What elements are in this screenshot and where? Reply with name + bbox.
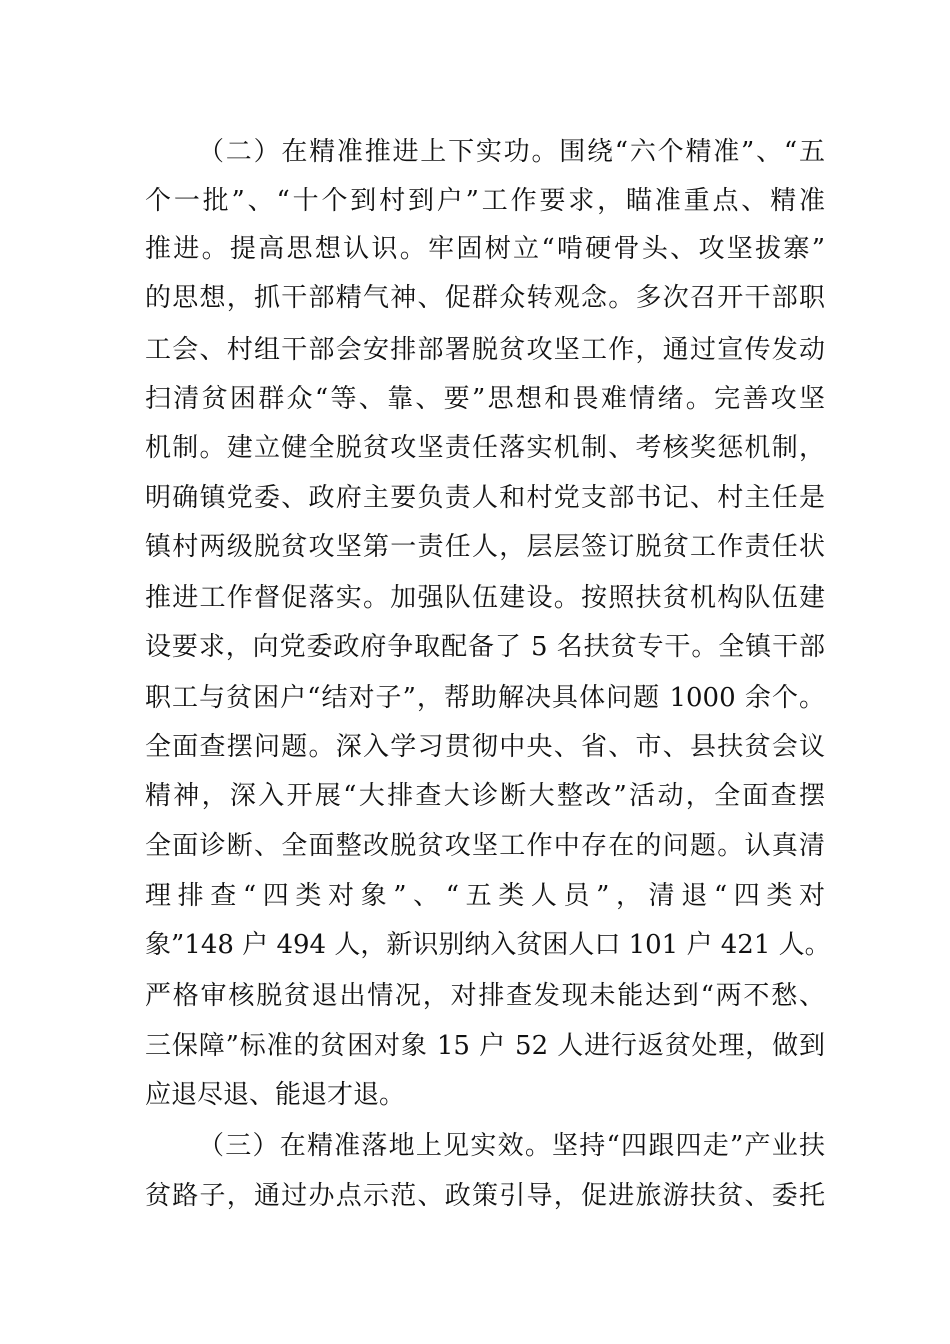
text-line: 推进工作督促落实。加强队伍建设。按照扶贫机构队伍建 [145,583,825,613]
text-line: 设要求，向党委政府争取配备了 5 名扶贫专干。全镇干部 [145,632,825,662]
text-line: 镇村两级脱贫攻坚第一责任人，层层签订脱贫工作责任状 [145,532,825,562]
text-line: 贫路子，通过办点示范、政策引导，促进旅游扶贫、委托 [145,1181,825,1211]
text-line: 全面查摆问题。深入学习贯彻中央、省、市、县扶贫会议 [145,732,825,762]
text-line: 三保障”标准的贫困对象 15 户 52 人进行返贫处理，做到 [145,1031,825,1061]
text-line: 理排查“四类对象”、“五类人员”，清退“四类对 [145,881,825,911]
text-line: 机制。建立健全脱贫攻坚责任落实机制、考核奖惩机制， [145,433,825,463]
text-line: 明确镇党委、政府主要负责人和村党支部书记、村主任是 [145,483,825,513]
text-line: 严格审核脱贫退出情况，对排查发现未能达到“两不愁、 [145,981,825,1011]
text-line: 工会、村组干部会安排部署脱贫攻坚工作，通过宣传发动 [145,335,825,365]
paragraph-end-line: 应退尽退、能退才退。 [145,1080,406,1110]
text-line: 个一批”、“十个到村到户”工作要求，瞄准重点、精准 [145,186,825,216]
paragraph-2-heading-line: （二）在精准推进上下实功。围绕“六个精准”、“五 [198,137,825,167]
paragraph-3-heading-line: （三）在精准落地上见实效。坚持“四跟四走”产业扶 [198,1131,825,1161]
text-line: 象”148 户 494 人，新识别纳入贫困人口 101 户 421 人。 [145,930,831,960]
text-line: 精神，深入开展“大排查大诊断大整改”活动，全面查摆 [145,781,825,811]
text-line: 的思想，抓干部精气神、促群众转观念。多次召开干部职 [145,283,825,313]
text-line: 职工与贫困户“结对子”，帮助解决具体问题 1000 余个。 [145,683,825,713]
text-line: 扫清贫困群众“等、靠、要”思想和畏难情绪。完善攻坚 [145,384,825,414]
text-line: 全面诊断、全面整改脱贫攻坚工作中存在的问题。认真清 [145,831,825,861]
text-line: 推进。提高思想认识。牢固树立“啃硬骨头、攻坚拔寨” [145,234,825,264]
